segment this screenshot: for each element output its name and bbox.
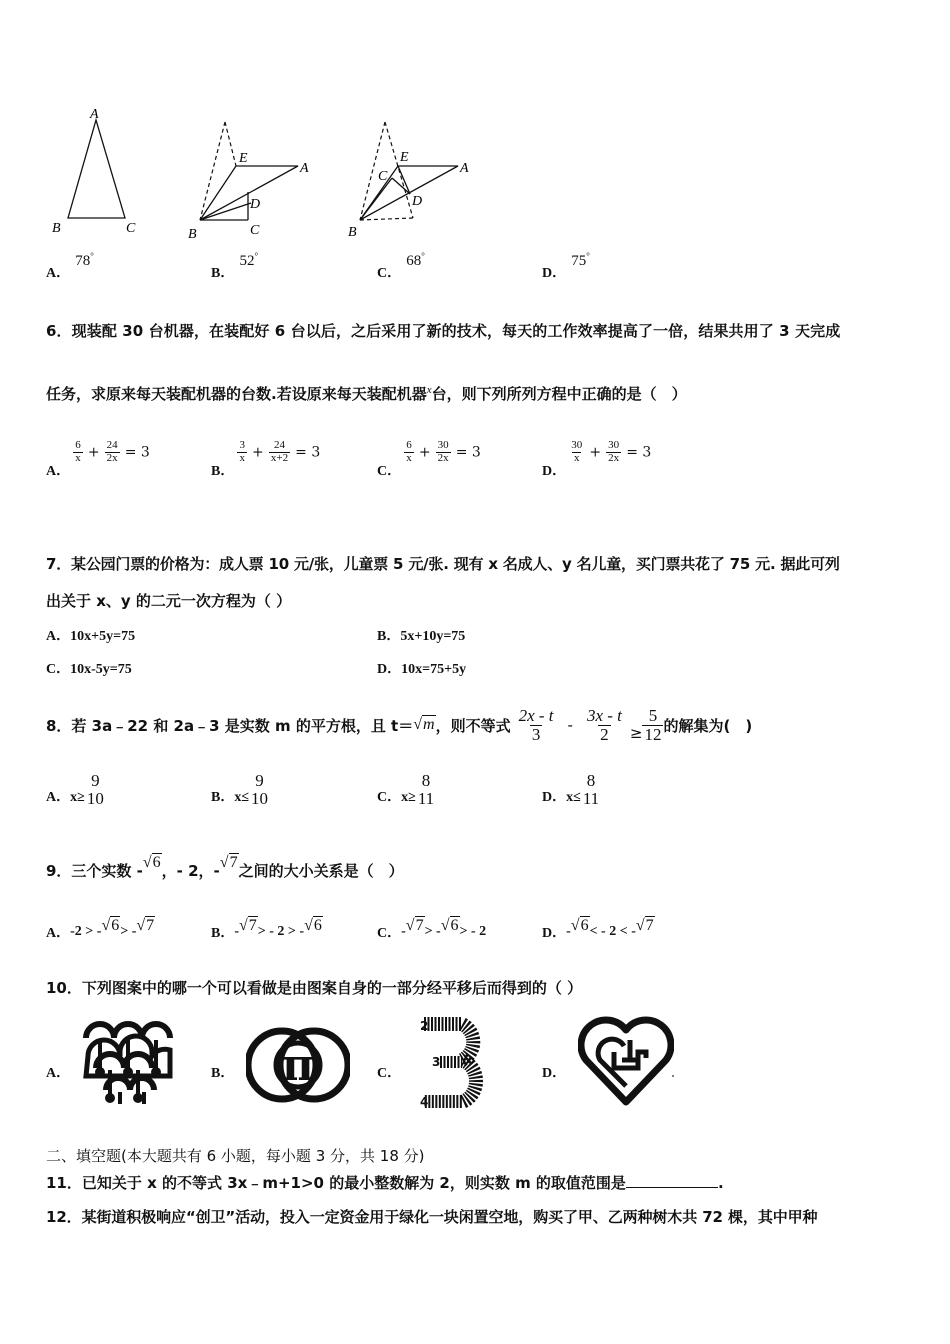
label-D3: D — [412, 194, 423, 209]
q8-option-a: A． x≥ 9 10 — [46, 771, 104, 808]
fraction: $\frac{30}{2x}$ — [608, 439, 620, 464]
q5-option-b — [211, 251, 259, 282]
q8-mid: ，则不等式 — [435, 716, 511, 735]
label-B2: B — [188, 227, 197, 242]
q8-stem — [46, 690, 752, 760]
option-letter: B． — [211, 266, 235, 281]
rhs: = 3 — [124, 444, 150, 461]
label-E3: E — [400, 150, 409, 165]
q8-option-d: D． x≤ 8 11 — [542, 771, 600, 808]
geq: ≥ — [629, 724, 643, 742]
fraction: $\frac{30}{x}$ — [571, 439, 583, 464]
q12-line: 12．某街道积极响应“创卫”活动，投入一定资金用于绿化一块闲置空地，购买了甲、乙两种树木共 72 棵，其中甲种 — [46, 1208, 818, 1226]
fraction-2: $\frac{3x - t}{2}$ — [586, 705, 622, 744]
q6-line1: 6．现装配 30 台机器，在装配好 6 台以后，之后采用了新的技术，每天的工作效率提高了一倍，结果共用了 3 天完成 — [46, 322, 841, 340]
label-B3: B — [348, 225, 357, 240]
q7-line2: 出关于 x、y 的二元一次方程为（ ） — [46, 592, 292, 610]
fraction: 9 10 — [86, 771, 104, 808]
folded-triangle-figure-2 — [348, 122, 469, 240]
figC-label-bottom: 4 — [420, 1095, 429, 1108]
option-letter: B． — [211, 463, 235, 479]
q9-option-b: B． - √7 > - 2 > - √6 — [211, 917, 322, 941]
triangle-abc-figure — [52, 107, 136, 236]
operator: + — [589, 444, 602, 461]
number-three-pattern-icon — [418, 1016, 490, 1108]
q11-answer-blank[interactable] — [626, 1173, 718, 1188]
q9-option-c: C． - √7 > - √6 > - 2 — [377, 917, 487, 941]
fraction: $\frac{6}{x}$ — [75, 439, 81, 464]
q7-option-c: C．10x-5y=75 — [46, 662, 132, 677]
fraction: $\frac{30}{2x}$ — [437, 439, 449, 464]
q6-option-c — [377, 439, 481, 479]
q7-option-a: A．10x+5y=75 — [46, 629, 136, 644]
q10-option-a-letter: A． — [46, 1066, 71, 1081]
label-C1: C — [126, 221, 136, 236]
fraction: $\frac{3}{x}$ — [239, 439, 245, 464]
label-A3: A — [460, 161, 469, 176]
q10-option-c-letter: C． — [377, 1066, 402, 1081]
minus: - — [567, 716, 573, 734]
q5-option-a — [46, 251, 94, 282]
label-A2: A — [300, 161, 309, 176]
fraction: $\frac{24}{x+2}$ — [270, 439, 289, 464]
q6-line2 — [46, 383, 687, 404]
q8-option-b: B． x≤ 9 10 — [211, 771, 269, 808]
option-value: 75° — [571, 251, 590, 269]
q9-option-d: D． - √6 < - 2 < - √7 — [542, 917, 654, 941]
fraction: 8 11 — [417, 771, 435, 808]
q7-option-d: D．10x=75+5y — [377, 662, 467, 677]
rhs: = 3 — [455, 444, 481, 461]
option-letter: C． — [377, 266, 402, 281]
option-value: 52° — [239, 251, 259, 269]
q10-option-b-letter: B． — [211, 1066, 235, 1081]
option-letter: C． — [377, 463, 402, 479]
figC-label-mid: 3 — [432, 1055, 441, 1069]
fraction-3: $\frac{5}{12}$ — [644, 705, 662, 744]
folded-triangle-figure-1 — [188, 122, 309, 242]
rhs: = 3 — [295, 444, 321, 461]
operator: + — [418, 444, 431, 461]
option-letter: A． — [46, 463, 71, 479]
q9-option-a: A． -2 > - √6 > - √7 — [46, 917, 155, 941]
q10-option-d-letter: D． — [542, 1066, 567, 1081]
q11-text: 11．已知关于 x 的不等式 3x﹣m+1>0 的最小整数解为 2，则实数 m 的取值范围是 — [46, 1174, 626, 1192]
q8-option-c: C． x≥ 8 11 — [377, 771, 435, 808]
fraction: 8 11 — [582, 771, 600, 808]
q6-option-b — [211, 439, 321, 479]
fraction: 9 10 — [251, 771, 269, 808]
option-letter: D． — [542, 463, 567, 479]
q8-post: 的解集为( ) — [663, 716, 753, 735]
label-D2: D — [250, 197, 261, 212]
q6-variable: x — [426, 384, 432, 396]
svg-text:π: π — [281, 1040, 315, 1091]
q6-line2-end: 台，则下列所列方程中正确的是（ ） — [431, 385, 687, 403]
sqrt-m: √m — [413, 716, 435, 733]
label-B1: B — [52, 221, 61, 236]
rhs: = 3 — [626, 444, 652, 461]
q8-pre: 8．若 3a﹣22 和 2a﹣3 是实数 m 的平方根，且 t＝ — [46, 716, 414, 735]
q7-option-b: B．5x+10y=75 — [377, 629, 466, 644]
label-A1: A — [90, 107, 99, 122]
label-E2: E — [239, 151, 248, 166]
option-value: 68° — [406, 251, 425, 269]
heart-pattern-icon — [578, 1016, 674, 1108]
q5-figures — [40, 100, 500, 250]
label-C3: C — [378, 169, 388, 184]
fraction-1: $\frac{2x - t}{3}$ — [518, 705, 554, 744]
section-two-heading: 二、填空题(本大题共有 6 小题，每小题 3 分，共 18 分) — [46, 1147, 425, 1165]
operator: + — [87, 444, 100, 461]
tree-pattern-icon — [82, 1018, 174, 1108]
option-letter: D． — [542, 266, 567, 281]
q5-option-d — [542, 251, 590, 282]
option-letter: A． — [46, 266, 71, 281]
q9-stem: 9．三个实数 - √6 ，- 2，- √7 之间的大小关系是（ ） — [46, 853, 404, 880]
q6-option-a — [46, 439, 150, 479]
q6-option-d — [542, 439, 652, 479]
figC-label-top: 2 — [420, 1019, 429, 1033]
option-value: 78° — [75, 251, 94, 269]
operator: + — [252, 444, 264, 461]
pi-circles-pattern-icon — [246, 1022, 350, 1108]
fraction: $\frac{6}{x}$ — [406, 439, 412, 464]
q5-option-c — [377, 251, 425, 282]
q6-line2-start: 任务，求原来每天装配机器的台数.若设原来每天装配机器 — [46, 385, 427, 403]
label-C2: C — [250, 223, 260, 238]
fraction: $\frac{24}{2x}$ — [106, 439, 118, 464]
q7-line1: 7．某公园门票的价格为：成人票 10 元/张，儿童票 5 元/张. 现有 x 名成人、y 名儿童，买门票共花了 75 元. 据此可列 — [46, 555, 840, 573]
q10-line: 10．下列图案中的哪一个可以看做是由图案自身的一部分经平移后而得到的（ ） — [46, 979, 583, 997]
q11-line: 11．已知关于 x 的不等式 3x﹣m+1>0 的最小整数解为 2，则实数 m 的取值范围是 . — [46, 1174, 724, 1192]
